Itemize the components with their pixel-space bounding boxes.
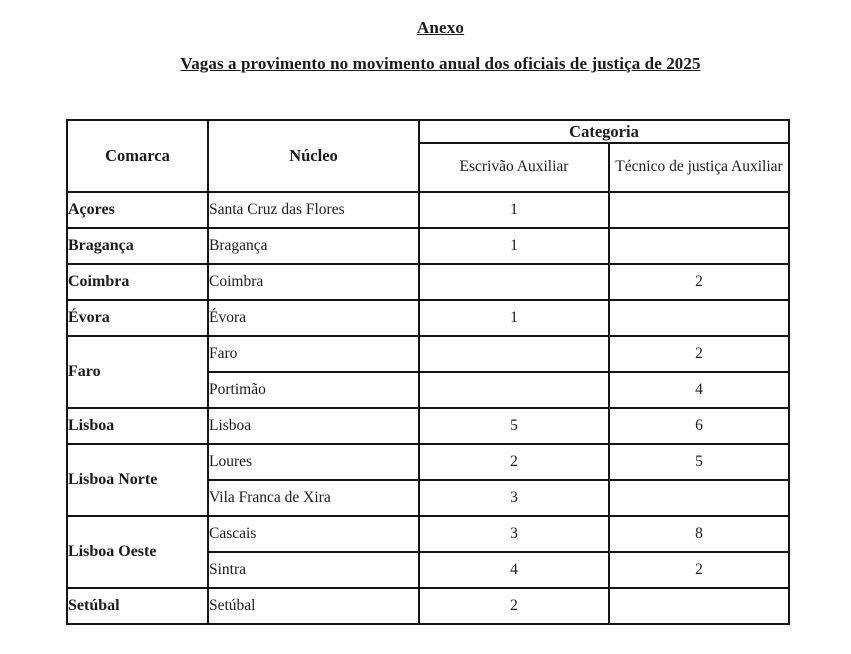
comarca-cell: Bragança [67, 228, 208, 264]
tecnico-cell [609, 588, 789, 624]
escrivao-cell: 1 [419, 192, 609, 228]
nucleo-cell: Bragança [208, 228, 419, 264]
vacancies-table [66, 119, 790, 625]
nucleo-cell: Santa Cruz das Flores [208, 192, 419, 228]
comarca-cell: Lisboa Norte [67, 444, 208, 516]
escrivao-cell: 3 [419, 480, 609, 516]
comarca-cell: Setúbal [67, 588, 208, 624]
table-row [67, 192, 789, 228]
tecnico-cell: 2 [609, 264, 789, 300]
escrivao-cell: 2 [419, 444, 609, 480]
tecnico-cell [609, 300, 789, 336]
escrivao-cell: 1 [419, 300, 609, 336]
page-title: Anexo [416, 18, 465, 37]
table-row [67, 408, 789, 444]
nucleo-cell: Setúbal [208, 588, 419, 624]
nucleo-cell: Évora [208, 300, 419, 336]
header-nucleo: Núcleo [208, 120, 419, 192]
escrivao-cell: 3 [419, 516, 609, 552]
nucleo-cell: Cascais [208, 516, 419, 552]
tecnico-cell: 8 [609, 516, 789, 552]
nucleo-cell: Loures [208, 444, 419, 480]
table-row [67, 588, 789, 624]
header-categoria: Categoria [419, 120, 789, 143]
nucleo-cell: Lisboa [208, 408, 419, 444]
tecnico-cell: 2 [609, 336, 789, 372]
tecnico-cell: 2 [609, 552, 789, 588]
comarca-cell: Lisboa [67, 408, 208, 444]
escrivao-cell [419, 264, 609, 300]
header-row-categoria [67, 120, 789, 143]
page-subtitle: Vagas a provimento no movimento anual dos oficiais de justiça de 2025 [180, 54, 701, 73]
header-tecnico-justica-auxiliar: Técnico de justiça Auxiliar [609, 143, 789, 192]
comarca-cell: Coimbra [67, 264, 208, 300]
nucleo-cell: Sintra [208, 552, 419, 588]
table-row [67, 228, 789, 264]
table-row [67, 264, 789, 300]
comarca-cell: Faro [67, 336, 208, 408]
tecnico-cell: 6 [609, 408, 789, 444]
tecnico-cell: 4 [609, 372, 789, 408]
tecnico-cell: 5 [609, 444, 789, 480]
tecnico-cell [609, 228, 789, 264]
comarca-cell: Açores [67, 192, 208, 228]
escrivao-cell: 5 [419, 408, 609, 444]
nucleo-cell: Portimão [208, 372, 419, 408]
table-row [67, 516, 789, 552]
escrivao-cell [419, 336, 609, 372]
table-row [67, 300, 789, 336]
tecnico-cell [609, 480, 789, 516]
comarca-cell: Évora [67, 300, 208, 336]
header-escrivao-auxiliar: Escrivão Auxiliar [419, 143, 609, 192]
escrivao-cell: 2 [419, 588, 609, 624]
comarca-cell: Lisboa Oeste [67, 516, 208, 588]
escrivao-cell: 1 [419, 228, 609, 264]
nucleo-cell: Faro [208, 336, 419, 372]
table-row [67, 336, 789, 372]
nucleo-cell: Coimbra [208, 264, 419, 300]
table-row [67, 444, 789, 480]
tecnico-cell [609, 192, 789, 228]
escrivao-cell: 4 [419, 552, 609, 588]
nucleo-cell: Vila Franca de Xira [208, 480, 419, 516]
escrivao-cell [419, 372, 609, 408]
header-comarca: Comarca [67, 120, 208, 192]
